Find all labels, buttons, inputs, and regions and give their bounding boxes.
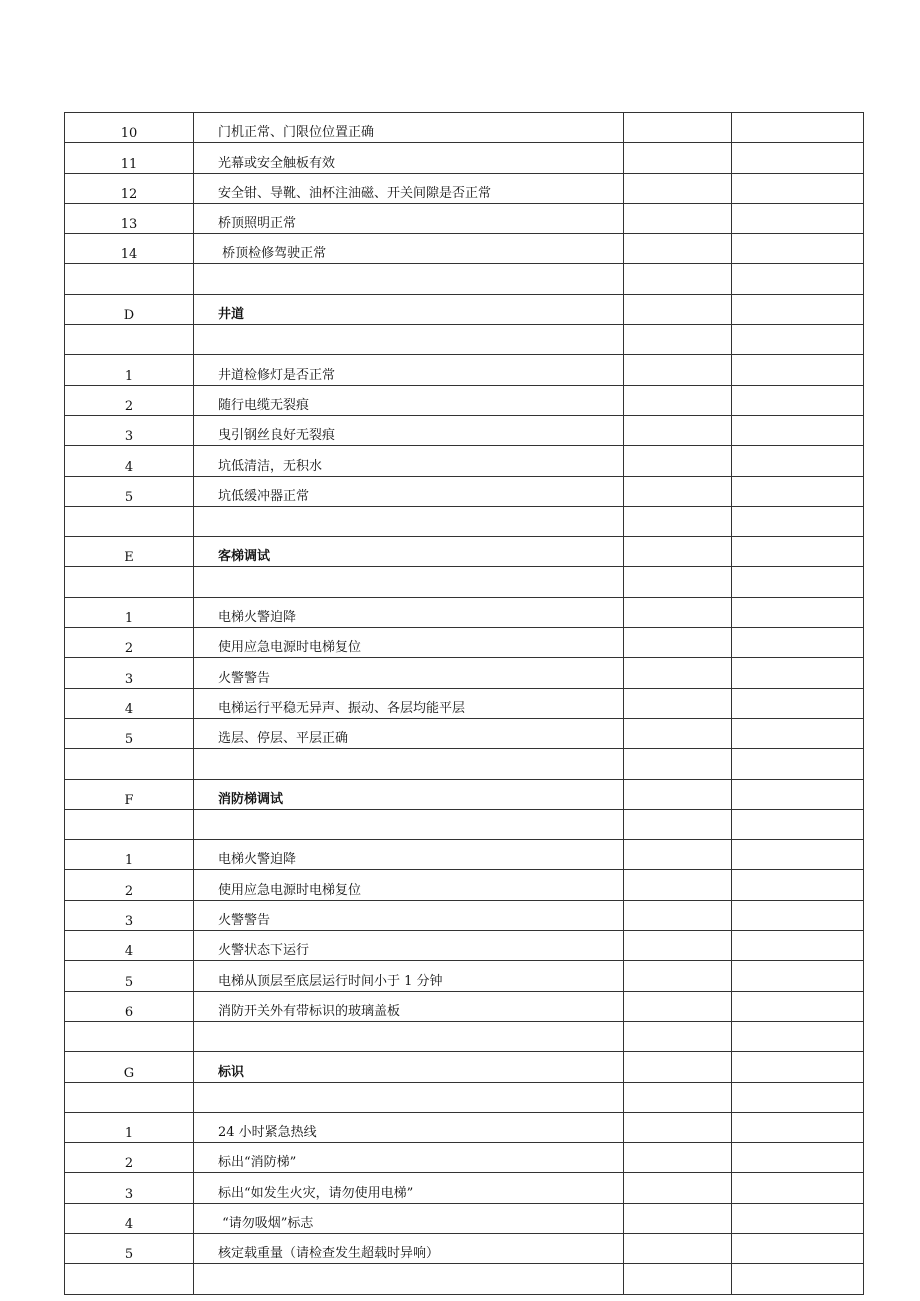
item-number-cell: [65, 1233, 194, 1263]
remark-cell[interactable]: [732, 355, 864, 385]
check-item: [194, 809, 624, 839]
remark-cell[interactable]: [732, 1052, 864, 1082]
result-cell[interactable]: [624, 718, 732, 748]
result-cell[interactable]: [624, 143, 732, 173]
blank-row: [65, 264, 864, 294]
item-number: 3: [124, 1186, 134, 1202]
remark-cell[interactable]: [732, 779, 864, 809]
blank-row: [65, 325, 864, 355]
blank-row: [65, 1021, 864, 1051]
table-row: [65, 355, 864, 385]
remark-cell[interactable]: [732, 931, 864, 961]
section-row: [65, 294, 864, 324]
item-number: 5: [124, 732, 134, 748]
remark-cell[interactable]: [732, 264, 864, 294]
item-number-cell: [65, 325, 194, 355]
item-number-cell: [65, 506, 194, 536]
item-number: 13: [120, 217, 138, 233]
check-item: 电梯从顶层至底层运行时间小于 1 分钟: [194, 961, 624, 991]
result-cell[interactable]: [624, 749, 732, 779]
result-cell[interactable]: [624, 567, 732, 597]
table-row: [65, 234, 864, 264]
result-cell[interactable]: [624, 1021, 732, 1051]
remark-cell[interactable]: [732, 537, 864, 567]
item-number: 11: [120, 156, 138, 172]
item-number-cell: [65, 900, 194, 930]
item-number: 3: [124, 914, 134, 930]
item-number-cell: [65, 870, 194, 900]
item-number-cell: [65, 1052, 194, 1082]
check-item: 光幕或安全触板有效: [194, 143, 624, 173]
table-row: [65, 840, 864, 870]
result-cell[interactable]: [624, 597, 732, 627]
item-number: 6: [124, 1004, 134, 1020]
remark-cell[interactable]: [732, 567, 864, 597]
section-title: 标识: [194, 1052, 624, 1082]
remark-cell[interactable]: [732, 718, 864, 748]
check-item: 火警警告: [194, 900, 624, 930]
result-cell[interactable]: [624, 870, 732, 900]
result-cell[interactable]: [624, 537, 732, 567]
item-number-cell: [65, 779, 194, 809]
item-number-cell: [65, 1143, 194, 1173]
item-number-cell: [65, 961, 194, 991]
result-cell[interactable]: [624, 931, 732, 961]
remark-cell[interactable]: [732, 385, 864, 415]
result-cell[interactable]: [624, 476, 732, 506]
item-number-cell: [65, 355, 194, 385]
result-cell[interactable]: [624, 385, 732, 415]
remark-cell[interactable]: [732, 597, 864, 627]
item-number: E: [124, 550, 134, 566]
result-cell[interactable]: [624, 1052, 732, 1082]
item-number: 2: [124, 641, 134, 657]
result-cell[interactable]: [624, 355, 732, 385]
section-title: 客梯调试: [194, 537, 624, 567]
item-number: 2: [124, 883, 134, 899]
remark-cell[interactable]: [732, 1264, 864, 1294]
remark-cell[interactable]: [732, 325, 864, 355]
result-cell[interactable]: [624, 1233, 732, 1263]
table-row: [65, 931, 864, 961]
remark-cell[interactable]: [732, 840, 864, 870]
item-number: 4: [124, 1216, 134, 1232]
section-title: 消防梯调试: [194, 779, 624, 809]
section-row: [65, 537, 864, 567]
check-item: 标出“消防梯”: [194, 1143, 624, 1173]
remark-cell[interactable]: [732, 415, 864, 445]
check-item: 火警警告: [194, 658, 624, 688]
result-cell[interactable]: [624, 1173, 732, 1203]
item-number: 10: [120, 126, 138, 142]
result-cell[interactable]: [624, 840, 732, 870]
item-number: 3: [124, 429, 134, 445]
table-row: [65, 658, 864, 688]
table-row: [65, 476, 864, 506]
item-number: 1: [124, 1126, 134, 1142]
item-number: 1: [124, 368, 134, 384]
result-cell[interactable]: [624, 779, 732, 809]
item-number-cell: [65, 234, 194, 264]
item-number-cell: [65, 628, 194, 658]
table-row: [65, 173, 864, 203]
table-row: [65, 597, 864, 627]
check-item: “请勿吸烟”标志: [194, 1203, 624, 1233]
blank-row: [65, 567, 864, 597]
item-number-cell: [65, 1203, 194, 1233]
table-row: [65, 1233, 864, 1263]
item-number-cell: [65, 173, 194, 203]
remark-cell[interactable]: [732, 1143, 864, 1173]
item-number-cell: [65, 294, 194, 324]
remark-cell[interactable]: [732, 294, 864, 324]
table-row: [65, 688, 864, 718]
check-item: 电梯火警迫降: [194, 840, 624, 870]
check-item: [194, 506, 624, 536]
checklist-body: [65, 113, 864, 1295]
section-row: [65, 1052, 864, 1082]
check-item: 坑低缓冲器正常: [194, 476, 624, 506]
item-number: 5: [124, 974, 134, 990]
result-cell[interactable]: [624, 113, 732, 143]
item-number-cell: [65, 264, 194, 294]
result-cell[interactable]: [624, 173, 732, 203]
item-number-cell: [65, 446, 194, 476]
item-number: 3: [124, 671, 134, 687]
remark-cell[interactable]: [732, 628, 864, 658]
item-number-cell: [65, 991, 194, 1021]
check-item: 使用应急电源时电梯复位: [194, 870, 624, 900]
table-row: [65, 1143, 864, 1173]
remark-cell[interactable]: [732, 446, 864, 476]
item-number-cell: [65, 1173, 194, 1203]
table-row: [65, 870, 864, 900]
item-number: D: [123, 308, 135, 324]
check-item: [194, 264, 624, 294]
checklist-sheet: [64, 112, 863, 1295]
result-cell[interactable]: [624, 658, 732, 688]
table-row: [65, 113, 864, 143]
item-number-cell: [65, 1112, 194, 1142]
check-item: [194, 1082, 624, 1112]
result-cell[interactable]: [624, 1082, 732, 1112]
result-cell[interactable]: [624, 446, 732, 476]
check-item: 电梯运行平稳无异声、振动、各层均能平层: [194, 688, 624, 718]
remark-cell[interactable]: [732, 234, 864, 264]
check-item: 24 小时紧急热线: [194, 1112, 624, 1142]
blank-row: [65, 506, 864, 536]
result-cell[interactable]: [624, 1264, 732, 1294]
item-number: F: [124, 792, 134, 808]
item-number-cell: [65, 931, 194, 961]
item-number-cell: [65, 385, 194, 415]
remark-cell[interactable]: [732, 506, 864, 536]
result-cell[interactable]: [624, 415, 732, 445]
item-number: 2: [124, 398, 134, 414]
result-cell[interactable]: [624, 991, 732, 1021]
check-item: 选层、停层、平层正确: [194, 718, 624, 748]
table-row: [65, 1112, 864, 1142]
blank-row: [65, 809, 864, 839]
item-number-cell: [65, 718, 194, 748]
item-number: 5: [124, 1247, 134, 1263]
remark-cell[interactable]: [732, 1233, 864, 1263]
item-number: 2: [124, 1156, 134, 1172]
section-title: 井道: [194, 294, 624, 324]
result-cell[interactable]: [624, 203, 732, 233]
item-number-cell: [65, 143, 194, 173]
check-item: 标出“如发生火灾，请勿使用电梯”: [194, 1173, 624, 1203]
check-item: [194, 749, 624, 779]
check-item: 核定载重量（请检查发生超载时异响）: [194, 1233, 624, 1263]
item-number-cell: [65, 113, 194, 143]
result-cell[interactable]: [624, 628, 732, 658]
remark-cell[interactable]: [732, 991, 864, 1021]
item-number: G: [123, 1065, 135, 1081]
result-cell[interactable]: [624, 1203, 732, 1233]
check-item: 桥顶检修驾驶正常: [194, 234, 624, 264]
remark-cell[interactable]: [732, 749, 864, 779]
item-number: 1: [124, 611, 134, 627]
remark-cell[interactable]: [732, 1021, 864, 1051]
remark-cell[interactable]: [732, 476, 864, 506]
checklist-table: [64, 112, 864, 1295]
item-number-cell: [65, 597, 194, 627]
table-row: [65, 1203, 864, 1233]
table-row: [65, 415, 864, 445]
table-row: [65, 203, 864, 233]
result-cell[interactable]: [624, 294, 732, 324]
item-number: 4: [124, 944, 134, 960]
item-number-cell: [65, 658, 194, 688]
table-row: [65, 143, 864, 173]
item-number-cell: [65, 203, 194, 233]
check-item: [194, 567, 624, 597]
result-cell[interactable]: [624, 234, 732, 264]
remark-cell[interactable]: [732, 658, 864, 688]
check-item: [194, 1264, 624, 1294]
item-number-cell: [65, 688, 194, 718]
result-cell[interactable]: [624, 1143, 732, 1173]
blank-row: [65, 1264, 864, 1294]
remark-cell[interactable]: [732, 173, 864, 203]
remark-cell[interactable]: [732, 961, 864, 991]
check-item: 门机正常、门限位位置正确: [194, 113, 624, 143]
remark-cell[interactable]: [732, 870, 864, 900]
item-number-cell: [65, 567, 194, 597]
item-number-cell: [65, 749, 194, 779]
result-cell[interactable]: [624, 1112, 732, 1142]
item-number-cell: [65, 537, 194, 567]
remark-cell[interactable]: [732, 1112, 864, 1142]
result-cell[interactable]: [624, 325, 732, 355]
check-item: 井道检修灯是否正常: [194, 355, 624, 385]
blank-row: [65, 749, 864, 779]
table-row: [65, 628, 864, 658]
table-row: [65, 991, 864, 1021]
blank-row: [65, 1082, 864, 1112]
item-number-cell: [65, 1082, 194, 1112]
table-row: [65, 1173, 864, 1203]
check-item: [194, 325, 624, 355]
check-item: 坑低清洁，无积水: [194, 446, 624, 476]
item-number-cell: [65, 809, 194, 839]
item-number: 12: [120, 186, 138, 202]
remark-cell[interactable]: [732, 203, 864, 233]
remark-cell[interactable]: [732, 143, 864, 173]
remark-cell[interactable]: [732, 113, 864, 143]
remark-cell[interactable]: [732, 688, 864, 718]
remark-cell[interactable]: [732, 900, 864, 930]
item-number: 4: [124, 701, 134, 717]
item-number-cell: [65, 476, 194, 506]
check-item: 桥顶照明正常: [194, 203, 624, 233]
check-item: 安全钳、导靴、油杯注油磁、开关间隙是否正常: [194, 173, 624, 203]
item-number-cell: [65, 415, 194, 445]
result-cell[interactable]: [624, 900, 732, 930]
result-cell[interactable]: [624, 961, 732, 991]
result-cell[interactable]: [624, 688, 732, 718]
check-item: [194, 1021, 624, 1051]
table-row: [65, 446, 864, 476]
remark-cell[interactable]: [732, 1082, 864, 1112]
item-number: 5: [124, 489, 134, 505]
item-number-cell: [65, 1021, 194, 1051]
section-row: [65, 779, 864, 809]
check-item: 曳引钢丝良好无裂痕: [194, 415, 624, 445]
check-item: 火警状态下运行: [194, 931, 624, 961]
table-row: [65, 961, 864, 991]
table-row: [65, 385, 864, 415]
result-cell[interactable]: [624, 809, 732, 839]
item-number-cell: [65, 840, 194, 870]
check-item: 电梯火警迫降: [194, 597, 624, 627]
item-number: 14: [120, 247, 138, 263]
item-number-cell: [65, 1264, 194, 1294]
item-number: 1: [124, 853, 134, 869]
remark-cell[interactable]: [732, 1173, 864, 1203]
check-item: 随行电缆无裂痕: [194, 385, 624, 415]
table-row: [65, 900, 864, 930]
table-row: [65, 718, 864, 748]
remark-cell[interactable]: [732, 809, 864, 839]
remark-cell[interactable]: [732, 1203, 864, 1233]
check-item: 使用应急电源时电梯复位: [194, 628, 624, 658]
item-number: 4: [124, 459, 134, 475]
result-cell[interactable]: [624, 264, 732, 294]
result-cell[interactable]: [624, 506, 732, 536]
check-item: 消防开关外有带标识的玻璃盖板: [194, 991, 624, 1021]
